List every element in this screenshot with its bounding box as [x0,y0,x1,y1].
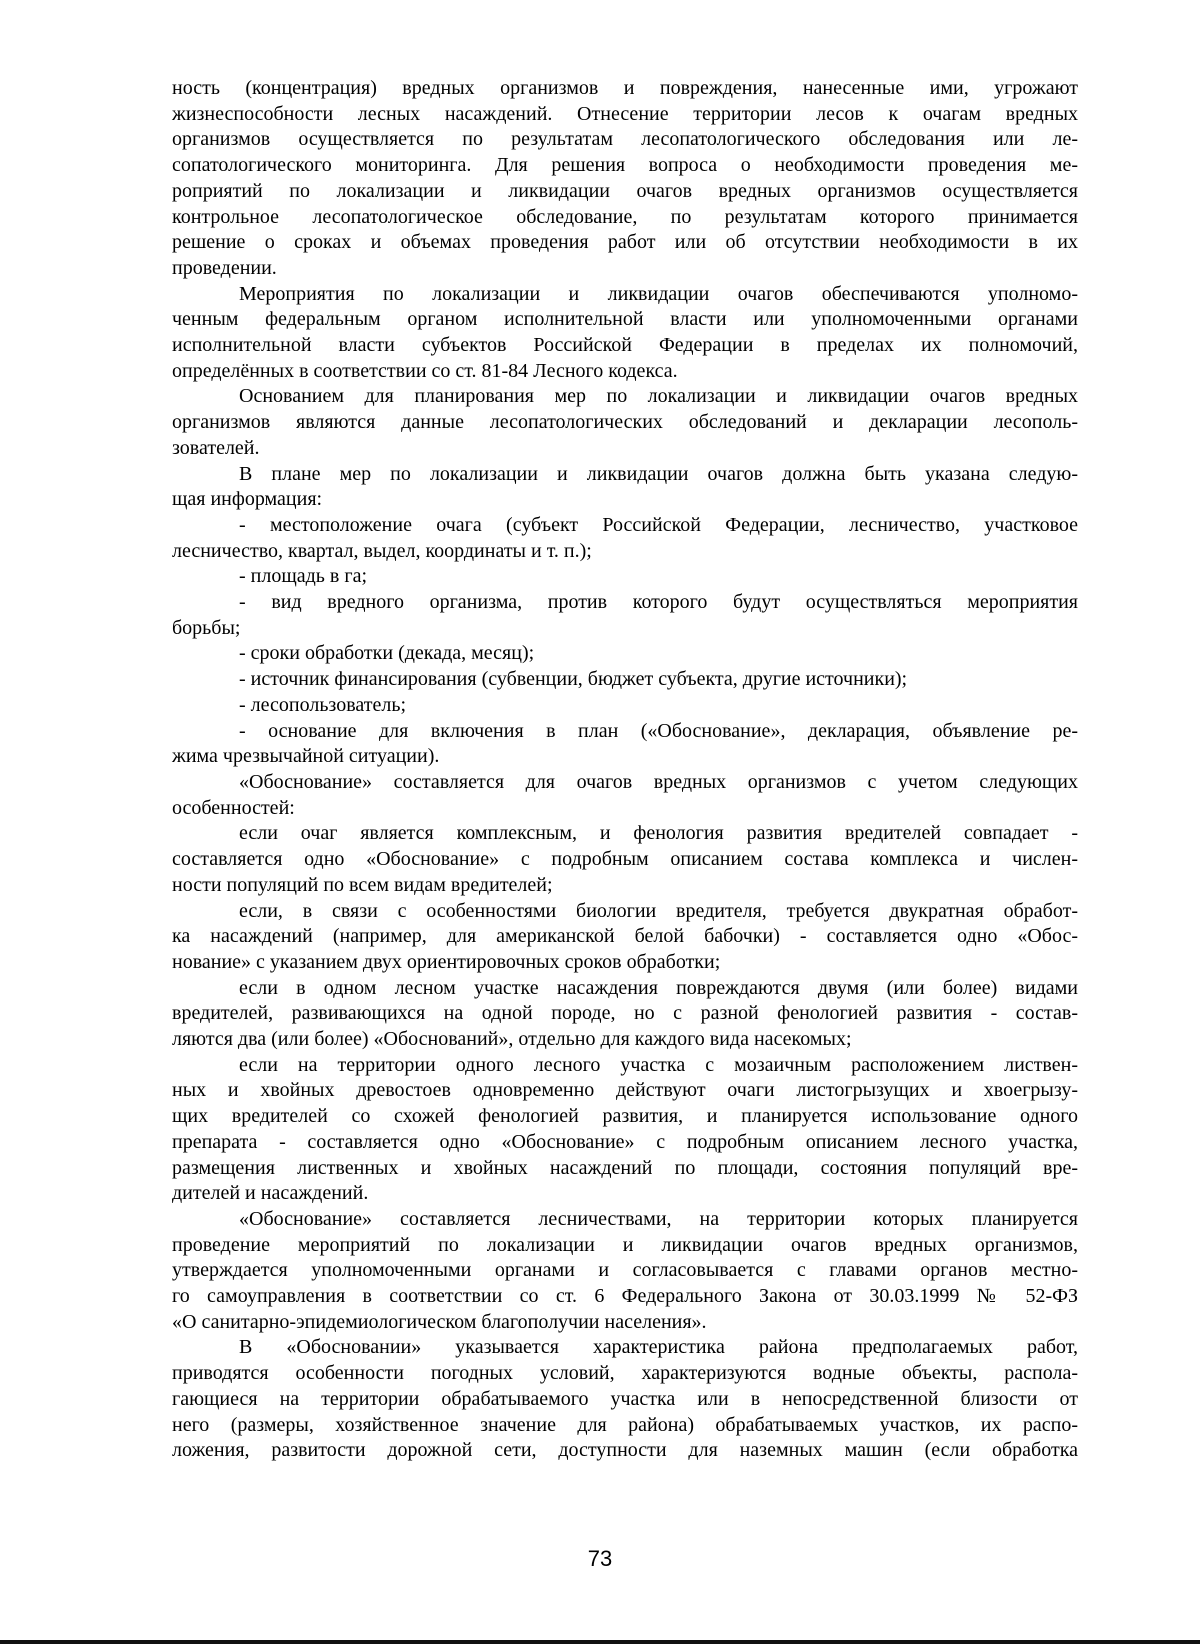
text-line: вредителей, развивающихся на одной породе, но с разной фенологией развития - состав- [172,1002,1078,1025]
text-line: жима чрезвычайной ситуации). [172,745,440,768]
text-line: него (размеры, хозяйственное значение для района) обрабатываемых участков, их распо- [172,1413,1078,1436]
text-line: - лесопользователь; [239,693,407,716]
paragraph [172,1207,1078,1336]
text-line: борьбы; [172,616,241,639]
paragraph [172,770,1078,821]
text-line: ность (концентрация) вредных организмов и повреждения, нанесенные ими, угрожают [172,77,1078,99]
text-line: В «Обосновании» указывается характеристика района предполагаемых работ, [239,1336,1078,1359]
paragraph [172,384,1078,461]
paragraph [172,976,1078,1053]
paragraph [172,564,1078,590]
text-line: Мероприятия по локализации и ликвидации очагов обеспечиваются уполномо- [239,282,1078,305]
paragraph [172,590,1078,641]
text-line: решение о сроках и объемах проведения работ или об отсутствии необходимости в их [172,231,1078,254]
text-line: лесничество, квартал, выдел, координаты и т. п.); [172,539,592,562]
text-line: щая информация: [172,488,323,511]
text-line: Основанием для планирования мер по локализации и ликвидации очагов вредных [239,385,1078,408]
text-line: сопатологического мониторинга. Для решения вопроса о необходимости проведения ме- [172,154,1078,177]
text-line: если в одном лесном участке насаждения повреждаются двумя (или более) видами [239,976,1078,999]
text-line: роприятий по локализации и ликвидации очагов вредных организмов осуществляется [172,179,1078,202]
text-line: - сроки обработки (декада, месяц); [239,642,535,665]
text-line: - местоположение очага (субъект Российской Федерации, лесничество, участковое [239,513,1078,536]
text-line: ляются два (или более) «Обоснований», отдельно для каждого вида насекомых; [172,1028,852,1051]
document-page [172,76,1078,1464]
bottom-rule [0,1640,1200,1644]
text-line: В плане мер по локализации и ликвидации очагов должна быть указана следую- [239,462,1078,485]
text-line: если на территории одного лесного участка с мозаичным расположением листвен- [239,1053,1078,1076]
text-line: «Обоснование» составляется для очагов вредных организмов с учетом следующих [239,770,1078,793]
text-line: утверждается уполномоченными органами и согласовывается с главами органов местно- [172,1259,1078,1282]
text-line: щих вредителей со схожей фенологией развития, и планируется использование одного [172,1105,1078,1128]
text-line: ности популяций по всем видам вредителей; [172,873,553,896]
paragraph [172,1053,1078,1207]
paragraph [172,462,1078,513]
text-line: проведении. [172,256,277,279]
text-line: - площадь в га; [239,565,367,588]
text-line: ложения, развитости дорожной сети, доступности для наземных машин (если обработка [172,1439,1078,1462]
paragraph [172,76,1078,282]
text-line: ка насаждений (например, для американской белой бабочки) - составляется одно «Обос- [172,925,1078,948]
paragraph [172,1335,1078,1464]
text-line: если, в связи с особенностями биологии вредителя, требуется двукратная обработ- [239,899,1078,922]
text-line: особенностей: [172,796,295,819]
text-line: препарата - составляется одно «Обоснование» с подробным описанием лесного участка, [172,1130,1078,1153]
paragraph [172,667,1078,693]
text-line: контрольное лесопатологическое обследование, по результатам которого принимается [172,205,1078,228]
paragraph [172,821,1078,898]
text-line: если очаг является комплексным, и фенология развития вредителей совпадает - [239,822,1078,845]
text-line: приводятся особенности погодных условий, характеризуются водные объекты, распола- [172,1362,1078,1385]
paragraph [172,693,1078,719]
paragraph [172,513,1078,564]
text-line: исполнительной власти субъектов Российской Федерации в пределах их полномочий, [172,334,1078,357]
text-line: «О санитарно-эпидемиологическом благополучии населения». [172,1310,707,1333]
text-line: - основание для включения в план («Обоснование», декларация, объявление ре- [239,719,1078,742]
text-line: организмов являются данные лесопатологических обследований и декларации лесополь- [172,411,1078,434]
paragraph [172,282,1078,385]
text-line: гающиеся на территории обрабатываемого участка или в непосредственной близости от [172,1387,1078,1410]
paragraph [172,719,1078,770]
text-line: дителей и насаждений. [172,1182,369,1205]
text-line: го самоуправления в соответствии со ст. 6 Федерального Закона от 30.03.1999 № 52-ФЗ [172,1285,1078,1308]
text-line: нование» с указанием двух ориентировочных сроков обработки; [172,950,721,973]
text-line: определённых в соответствии со ст. 81-84 Лесного кодекса. [172,359,678,382]
text-line: составляется одно «Обоснование» с подробным описанием состава комплекса и числен- [172,848,1078,871]
text-line: организмов осуществляется по результатам лесопатологического обследования или ле- [172,128,1078,151]
paragraph [172,899,1078,976]
text-line: зователей. [172,436,260,459]
paragraph [172,641,1078,667]
text-line: ченным федеральным органом исполнительной власти или уполномоченными органами [172,308,1078,331]
text-line: - вид вредного организма, против которого будут осуществляться мероприятия [239,591,1078,614]
text-line: «Обоснование» составляется лесничествами, на территории которых планируется [239,1207,1078,1230]
text-line: размещения лиственных и хвойных насаждений по площади, состояния популяций вре- [172,1156,1078,1179]
text-line: проведение мероприятий по локализации и ликвидации очагов вредных организмов, [172,1233,1078,1256]
text-line: ных и хвойных древостоев одновременно действуют очаги листогрызущих и хвоегрызу- [172,1079,1078,1102]
text-line: - источник финансирования (субвенции, бюджет субъекта, другие источники); [239,668,908,691]
page-number: 73 [587,1546,613,1571]
text-line: жизнеспособности лесных насаждений. Отнесение территории лесов к очагам вредных [172,102,1078,125]
